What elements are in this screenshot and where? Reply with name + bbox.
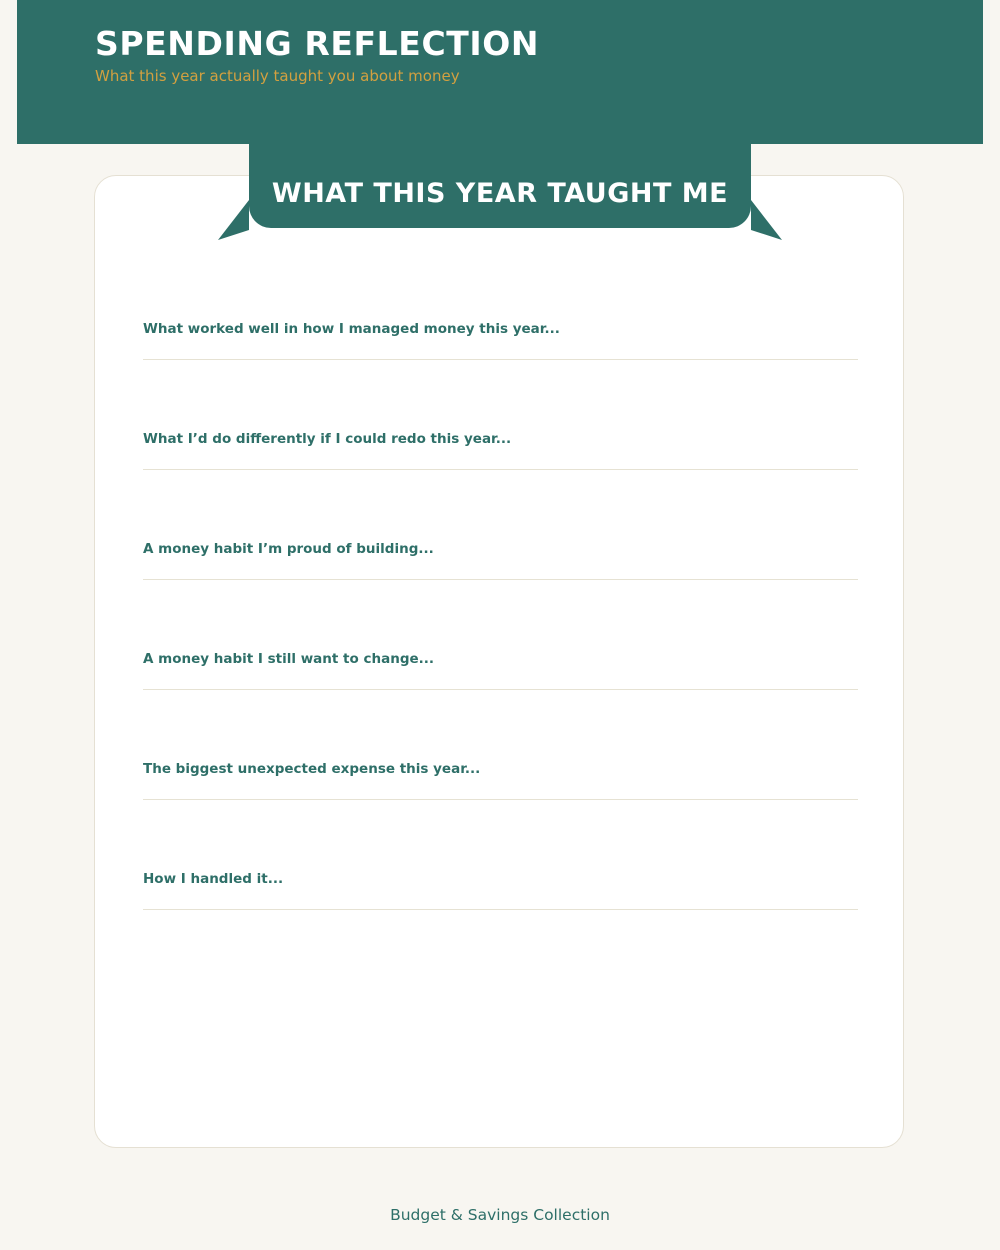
section-banner	[249, 143, 751, 228]
reflection-prompt-do-differently[interactable]	[143, 430, 858, 470]
reflection-prompt-how-handled[interactable]	[143, 870, 858, 910]
reflection-prompt-unexpected-expense[interactable]	[143, 760, 858, 800]
section-banner-title: WHAT THIS YEAR TAUGHT ME	[271, 178, 729, 209]
prompt-label: The biggest unexpected expense this year...	[143, 761, 481, 777]
prompt-label: How I handled it...	[143, 871, 284, 887]
page-header	[17, 0, 983, 144]
reflection-prompt-worked-well[interactable]	[143, 320, 858, 360]
prompt-label: A money habit I’m proud of building...	[143, 541, 434, 557]
prompt-label: What worked well in how I managed money this year...	[143, 321, 560, 337]
page-subtitle: What this year actually taught you about money	[95, 67, 460, 85]
page-title: SPENDING REFLECTION	[95, 24, 540, 63]
reflection-prompt-habit-proud[interactable]	[143, 540, 858, 580]
reflection-prompt-habit-change[interactable]	[143, 650, 858, 690]
prompt-label: A money habit I still want to change...	[143, 651, 435, 667]
prompt-label: What I’d do differently if I could redo this year...	[143, 431, 512, 447]
footer-collection-name: Budget & Savings Collection	[390, 1206, 610, 1224]
